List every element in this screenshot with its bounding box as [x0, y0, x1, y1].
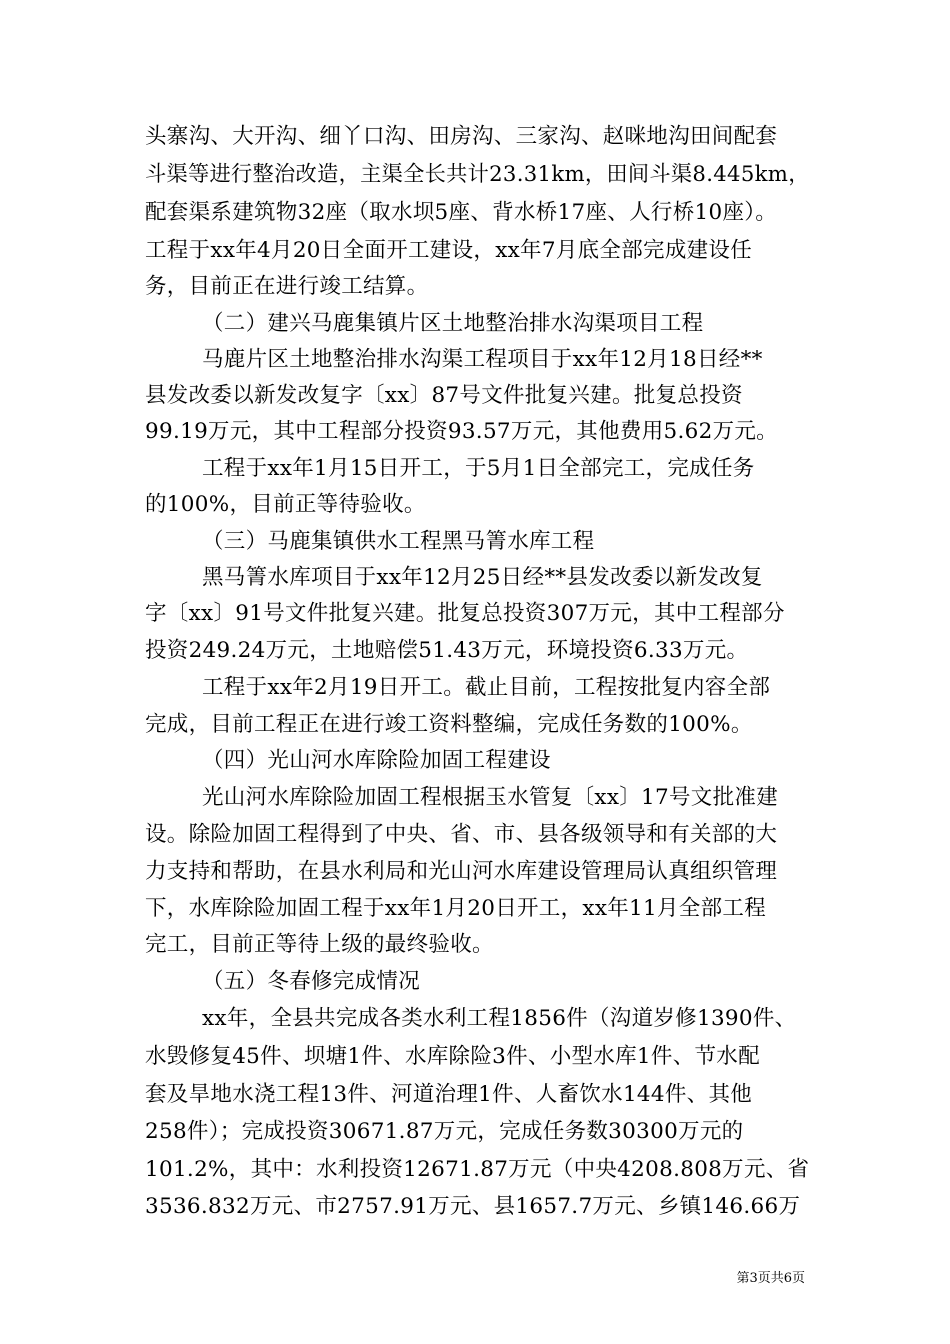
text-line: 县发改委以新发改复字〔xx〕87号文件批复兴建。批复总投资 — [145, 383, 743, 408]
text-line: 工程于xx年1月15日开工，于5月1日全部完工，完成任务 — [202, 456, 755, 481]
text-line: 258件）；完成投资30671.87万元，完成任务数30300万元的 — [145, 1119, 744, 1144]
text-line: 配套渠系建筑物32座（取水坝5座、背水桥17座、人行桥10座）。 — [145, 200, 778, 225]
text-line: 投资249.24万元，土地赔偿51.43万元，环境投资6.33万元。 — [145, 638, 749, 663]
text-line: 设。除险加固工程得到了中央、省、市、县各级领导和有关部的大 — [145, 822, 778, 847]
text-line: 头寨沟、大开沟、细丫口沟、田房沟、三家沟、赵咪地沟田间配套 — [145, 124, 778, 149]
text-line: 字〔xx〕91号文件批复兴建。批复总投资307万元，其中工程部分 — [145, 601, 785, 626]
text-line: 101.2%，其中：水利投资12671.87万元（中央4208.808万元、省 — [145, 1157, 810, 1182]
text-line: 99.19万元，其中工程部分投资93.57万元，其他费用5.62万元。 — [145, 419, 778, 444]
page-number: 第3页共6页 — [736, 1271, 805, 1286]
text-line: 套及旱地水浇工程13件、河道治理1件、人畜饮水144件、其他 — [145, 1082, 753, 1107]
section-heading: （二）建兴马鹿集镇片区土地整治排水沟渠项目工程 — [202, 311, 704, 336]
section-heading: （四）光山河水库除险加固工程建设 — [202, 748, 551, 773]
text-line: 3536.832万元、市2757.91万元、县1657.7万元、乡镇146.66万 — [145, 1194, 801, 1219]
text-line: 完成，目前工程正在进行竣工资料整编，完成任务数的100%。 — [145, 712, 753, 737]
text-line: 工程于xx年4月20日全面开工建设，xx年7月底全部完成建设任 — [145, 238, 753, 263]
text-line: 工程于xx年2月19日开工。截止目前，工程按批复内容全部 — [202, 675, 771, 700]
text-line: 黑马箐水库项目于xx年12月25日经**县发改委以新发改复 — [202, 565, 763, 590]
text-line: 下，水库除险加固工程于xx年1月20日开工，xx年11月全部工程 — [145, 896, 766, 921]
text-line: 光山河水库除险加固工程根据玉水管复〔xx〕17号文批准建 — [202, 785, 779, 810]
text-line: 完工，目前正等待上级的最终验收。 — [145, 932, 494, 957]
text-line: 力支持和帮助，在县水利局和光山河水库建设管理局认真组织管理 — [145, 859, 778, 884]
text-line: xx年，全县共完成各类水利工程1856件（沟道岁修1390件、 — [202, 1006, 797, 1031]
text-line: 马鹿片区土地整治排水沟渠工程项目于xx年12月18日经** — [202, 347, 763, 372]
section-heading: （五）冬春修完成情况 — [202, 969, 421, 994]
text-line: 的100%，目前正等待验收。 — [145, 492, 426, 517]
section-heading: （三）马鹿集镇供水工程黑马箐水库工程 — [202, 529, 595, 554]
text-line: 水毁修复45件、坝塘1件、水库除险3件、小型水库1件、节水配 — [145, 1044, 760, 1069]
text-line: 务，目前正在进行竣工结算。 — [145, 274, 429, 299]
text-line: 斗渠等进行整治改造，主渠全长共计23.31km，田间斗渠8.445km， — [145, 162, 810, 187]
